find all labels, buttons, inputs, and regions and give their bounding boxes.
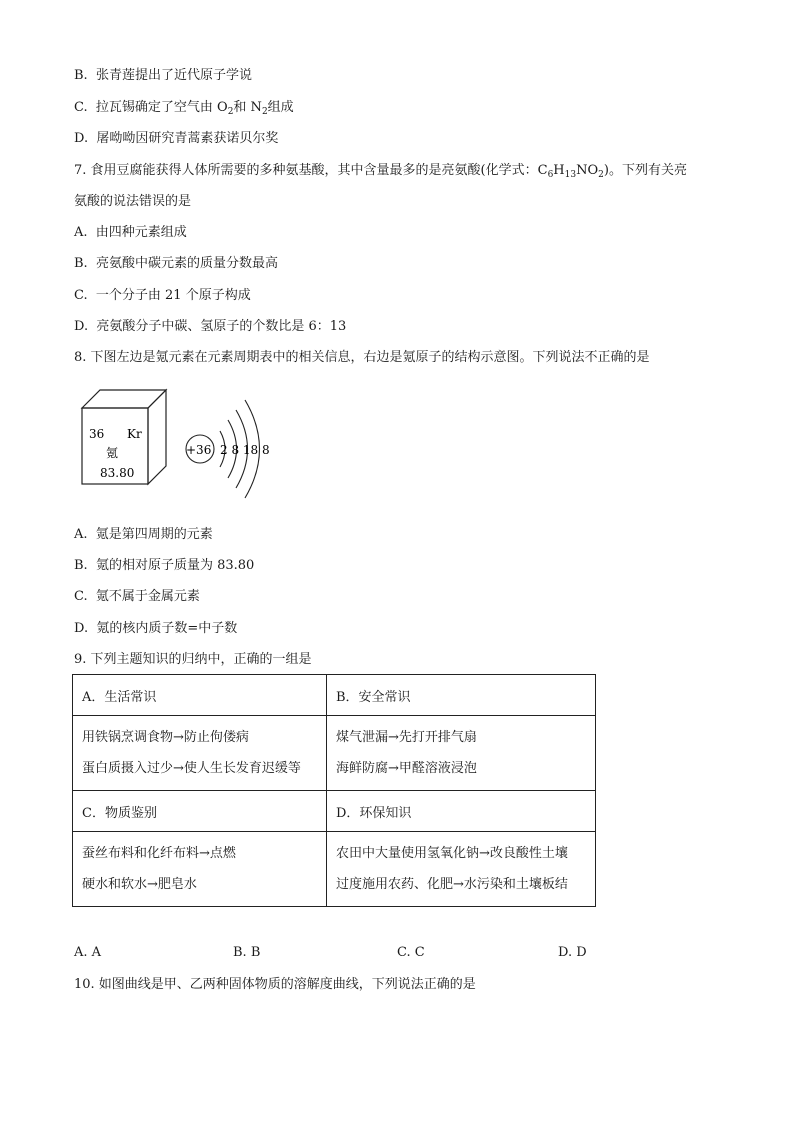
q7-stem-line2: 氨酸的说法错误的是: [74, 194, 192, 209]
q6-option-b: B. 张青莲提出了近代原子学说: [74, 68, 252, 83]
table-row: [73, 675, 596, 716]
q9-stem: 9. 下列主题知识的归纳中，正确的一组是: [74, 652, 312, 667]
q9-answer-c: C. C: [397, 945, 425, 960]
q7-stem-line1: 7. 食用豆腐能获得人体所需要的多种氨基酸，其中含量最多的是亮氨酸(化学式：$C_6H_{13}NO_2$)。下列有关亮: [74, 163, 687, 180]
knowledge-table: [72, 674, 596, 907]
q8-option-b: B. 氪的相对原子质量为 83.80: [74, 558, 255, 573]
q9-answer-a: A. A: [74, 945, 102, 960]
q8-option-a: A. 氪是第四周期的元素: [74, 527, 213, 542]
q8-stem: 8. 下图左边是氪元素在元素周期表中的相关信息，右边是氪原子的结构示意图。下列说法不正确的是: [74, 350, 650, 365]
cell-a-body: 用铁锅烹调食物→防止佝偻病 蛋白质摄入过少→使人生长发育迟缓等: [73, 716, 327, 791]
q7-option-c: C. 一个分子由 21 个原子构成: [74, 288, 251, 303]
q6-option-d: D. 屠呦呦因研究青蒿素获诺贝尔奖: [74, 131, 279, 146]
table-row: [73, 832, 596, 907]
q8-option-d: D. 氪的核内质子数=中子数: [74, 621, 238, 636]
q7-option-d: D. 亮氨酸分子中碳、氢原子的个数比是 6：13: [74, 319, 347, 334]
q7-option-b: B. 亮氨酸中碳元素的质量分数最高: [74, 256, 278, 271]
atomic-number: 36: [89, 427, 105, 441]
q8-option-c: C. 氪不属于金属元素: [74, 589, 200, 604]
cell-c-head: C．物质鉴别: [73, 791, 327, 832]
electron-counts: 2 8 18 8: [220, 443, 270, 457]
element-name: 氪: [106, 446, 119, 460]
q6-option-c: C. 拉瓦锡确定了空气由 $O_2$和 $N_2$组成: [74, 100, 294, 117]
q10-stem: 10. 如图曲线是甲、乙两种固体物质的溶解度曲线，下列说法正确的是: [74, 977, 476, 992]
cell-d-body: 农田中大量使用氢氧化钠→改良酸性土壤 过度施用农药、化肥→水污染和土壤板结: [327, 832, 596, 907]
table-row: [73, 716, 596, 791]
cell-c-body: 蚕丝布料和化纤布料→点燃 硬水和软水→肥皂水: [73, 832, 327, 907]
krypton-figure: [80, 384, 280, 504]
table-row: [73, 791, 596, 832]
cell-d-head: D．环保知识: [327, 791, 596, 832]
cell-a-head: A．生活常识: [73, 675, 327, 716]
cell-b-head: B．安全常识: [327, 675, 596, 716]
q9-answer-d: D. D: [558, 945, 587, 960]
q7-option-a: A. 由四种元素组成: [74, 225, 187, 240]
cell-b-body: 煤气泄漏→先打开排气扇 海鲜防腐→甲醛溶液浸泡: [327, 716, 596, 791]
element-symbol: Kr: [127, 427, 142, 441]
q9-answer-b: B. B: [233, 945, 261, 960]
nucleus-charge: +36: [186, 443, 212, 457]
atomic-mass: 83.80: [100, 466, 135, 480]
